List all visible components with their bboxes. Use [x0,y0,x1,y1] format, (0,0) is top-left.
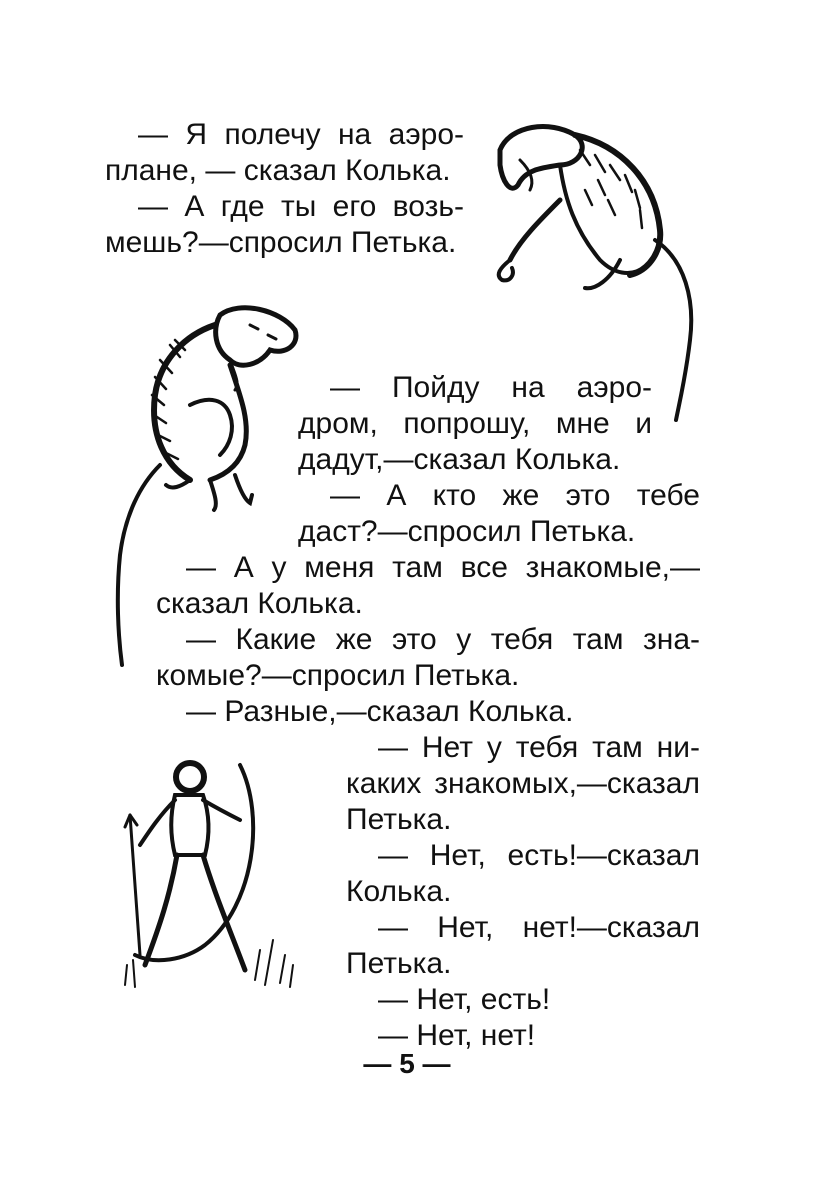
text-line: — Пойду на аэро- [330,371,652,404]
text-line: Петька. [346,803,452,836]
text-line: — А где ты его возь- [138,190,464,223]
text-line: — Нет, есть! [378,983,551,1016]
page-number: — 5 — [363,1048,451,1079]
text-line: — А кто же это тебе [330,479,700,512]
text-line: — Какие же это у тебя там зна- [186,623,700,656]
monkey-icon [100,295,310,675]
text-line: дром, попрошу, мне и [298,407,652,440]
text-line: дадут,—сказал Колька. [298,443,621,476]
text-line: Петька. [346,947,452,980]
text-line: мешь?—спросил Петька. [105,226,457,259]
text-line: — Я полечу на аэро- [138,118,464,151]
text-line: сказал Колька. [156,587,363,620]
text-line: — Нет, нет!—сказал [378,911,700,944]
text-line: Колька. [346,875,452,908]
text-line: — Нет, есть!—сказал [378,839,700,872]
text-line: даст?—спросил Петька. [298,515,636,548]
text-line: — А у меня там все знакомые,— [186,551,700,584]
text-line: — Нет у тебя там ни- [378,731,700,764]
archer-with-bow-icon [115,755,305,995]
text-line: комые?—спросил Петька. [156,659,520,692]
text-line: плане, — сказал Колька. [105,154,451,187]
monkey-icon [480,110,710,430]
text-line: — Разные,—сказал Колька. [186,695,574,728]
text-line: — Нет, нет! [378,1019,536,1052]
text-line: каких знакомых,—сказал [346,767,700,800]
